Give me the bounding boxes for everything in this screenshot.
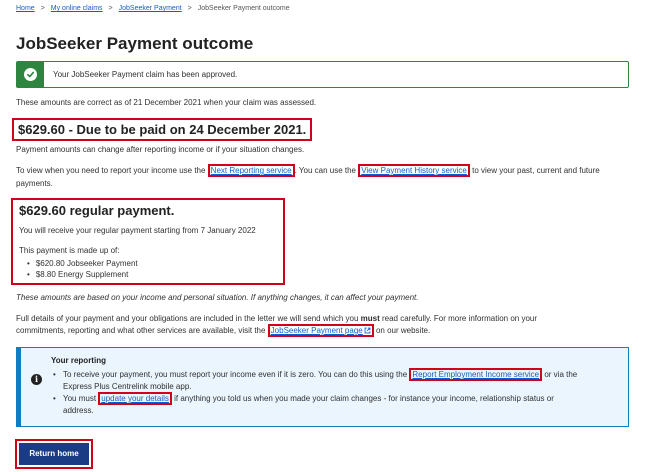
reporting-title: Your reporting xyxy=(51,356,106,365)
info-icon: i xyxy=(31,374,42,385)
full-details-part: Full details of your payment and your obligations are included in the letter we will send which you xyxy=(16,314,361,323)
breadcrumb-jobseeker-link[interactable]: JobSeeker Payment xyxy=(118,5,182,12)
payment-history-link[interactable]: View Payment History service xyxy=(358,164,470,177)
reporting-text: address. xyxy=(63,406,94,415)
must-emphasis: must xyxy=(360,314,380,323)
full-details-part: on our website. xyxy=(373,326,431,335)
view-services-text-line2: payments. xyxy=(16,179,53,188)
breadcrumb-separator: > xyxy=(108,5,113,12)
success-alert xyxy=(16,61,629,88)
breadcrumb-claims-link[interactable]: My online claims xyxy=(50,5,103,12)
regular-payment-heading: $629.60 regular payment. xyxy=(19,203,175,218)
list-item-continuation xyxy=(63,405,577,417)
breadcrumb xyxy=(16,5,290,12)
payment-components-list xyxy=(27,258,138,280)
list-item xyxy=(63,369,577,381)
update-details-link[interactable]: update your details xyxy=(98,392,172,405)
check-icon xyxy=(24,68,37,81)
jobseeker-page-link-label: JobSeeker Payment page xyxy=(270,326,363,335)
made-up-of-text: This payment is made up of: xyxy=(19,246,120,255)
full-details-part: commitments, reporting and what other services are available, visit the xyxy=(16,326,268,335)
view-middle: . You can use the xyxy=(294,166,359,175)
return-home-highlight xyxy=(15,439,93,469)
list-item: • $620.80 Jobseeker Payment xyxy=(27,258,138,269)
amounts-correct-text: These amounts are correct as of 21 December 2021 when your claim was assessed. xyxy=(16,98,317,107)
due-amount-heading: $629.60 - Due to be paid on 24 December 2021. xyxy=(12,118,312,141)
list-item xyxy=(63,393,577,405)
breadcrumb-separator: > xyxy=(40,5,45,12)
may-change-text: Payment amounts can change after reporting income or if your situation changes. xyxy=(16,145,305,154)
view-suffix: to view your past, current and future xyxy=(469,166,600,175)
breadcrumb-current: JobSeeker Payment outcome xyxy=(197,5,290,12)
breadcrumb-separator: > xyxy=(187,5,192,12)
alert-icon-area xyxy=(17,62,44,87)
full-details-text-line2 xyxy=(16,325,430,337)
breadcrumb-home-link[interactable]: Home xyxy=(16,5,35,12)
list-item: • $8.80 Energy Supplement xyxy=(27,269,138,280)
reporting-list xyxy=(63,369,577,417)
next-reporting-link[interactable]: Next Reporting service xyxy=(208,164,295,177)
regular-payment-section xyxy=(11,198,285,285)
return-home-button[interactable]: Return home xyxy=(19,443,89,465)
view-prefix: To view when you need to report your income use the xyxy=(16,166,208,175)
reporting-text: To receive your payment, you must report your income even if it is zero. You can do this using the xyxy=(63,370,410,379)
external-link-icon xyxy=(364,327,371,334)
reporting-text: You must xyxy=(63,394,99,403)
view-services-text xyxy=(16,165,600,177)
jobseeker-page-link[interactable] xyxy=(268,324,374,337)
reporting-text: Express Plus Centrelink mobile app. xyxy=(63,382,192,391)
report-employment-income-link[interactable]: Report Employment Income service xyxy=(409,368,542,381)
alert-message: Your JobSeeker Payment claim has been approved. xyxy=(53,70,238,79)
reporting-text: or via the xyxy=(542,370,578,379)
regular-start-text: You will receive your regular payment starting from 7 January 2022 xyxy=(19,226,256,235)
page-title: JobSeeker Payment outcome xyxy=(16,34,254,53)
full-details-part: read carefully. For more information on your xyxy=(379,314,538,323)
reporting-info-box xyxy=(16,347,629,427)
based-on-text: These amounts are based on your income and personal situation. If anything changes, it can affect your payment. xyxy=(16,293,419,302)
reporting-text: if anything you told us when you made your claim changes - for instance your income, relationship status or xyxy=(171,394,554,403)
